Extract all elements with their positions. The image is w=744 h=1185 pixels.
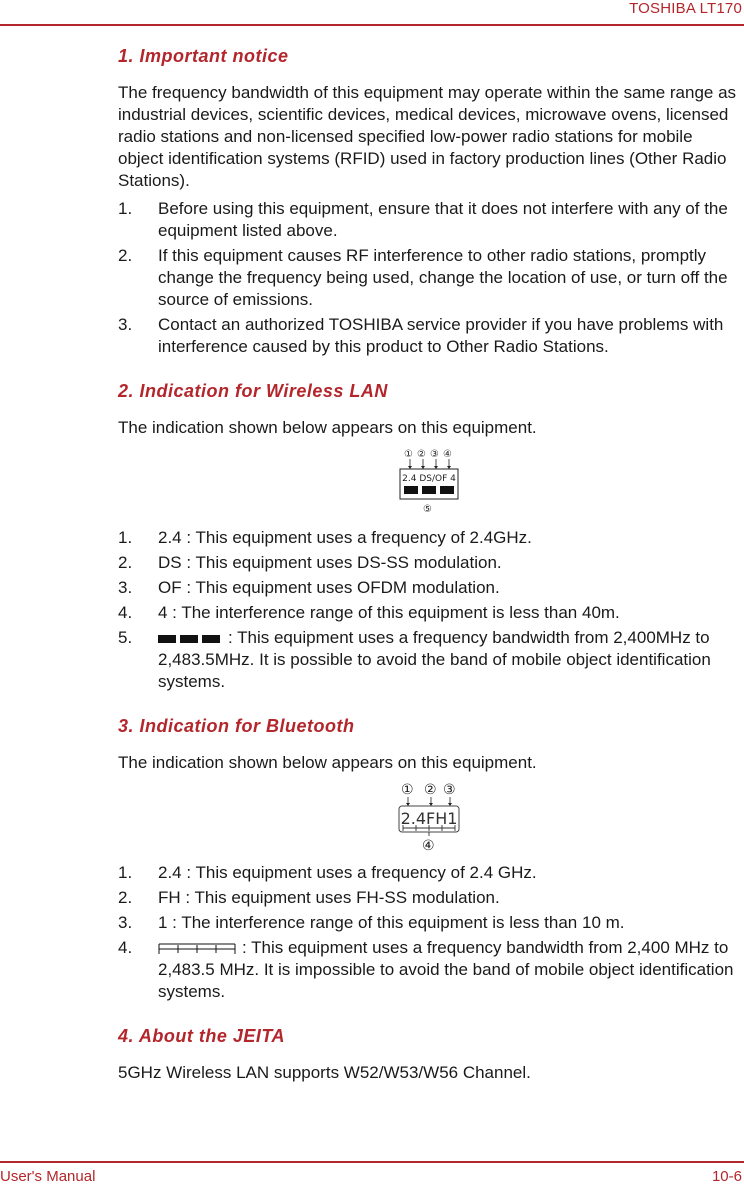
svg-text:①: ① xyxy=(404,449,413,460)
footer-manual-title: User's Manual xyxy=(0,1168,96,1185)
bluetooth-list xyxy=(118,862,742,1003)
svg-text:2.4 DS/OF 4: 2.4 DS/OF 4 xyxy=(402,474,456,484)
jeita-text: 5GHz Wireless LAN supports W52/W53/W56 Channel. xyxy=(118,1063,531,1082)
list-item: 2. DS : This equipment uses DS-SS modulation. xyxy=(118,553,502,572)
svg-text:②: ② xyxy=(417,449,426,460)
list-item: 4. : This equipment uses a frequency bandwidth from 2,400 MHz to 2,483.5 MHz. It is impossible to avoid the band of mobile object identification systems. xyxy=(118,938,734,1001)
bluetooth-label-diagram xyxy=(397,780,463,852)
list-item: 3. 1 : The interference range of this equipment is less than 10 m. xyxy=(118,913,625,932)
wlan-list xyxy=(118,527,742,693)
list-item: 1. 2.4 : This equipment uses a frequency of 2.4GHz. xyxy=(118,528,532,547)
svg-text:2.4FH1: 2.4FH1 xyxy=(400,809,458,828)
svg-text:③: ③ xyxy=(430,449,439,460)
bluetooth-intro: The indication shown below appears on this equipment. xyxy=(118,753,537,772)
list-item: 3. OF : This equipment uses OFDM modulation. xyxy=(118,578,500,597)
list-item: 2. FH : This equipment uses FH-SS modulation. xyxy=(118,888,500,907)
section-title-wireless-lan: 2. Indication for Wireless LAN xyxy=(118,381,388,401)
list-item: 1. Before using this equipment, ensure that it does not interfere with any of the equipment listed above. xyxy=(118,199,728,240)
list-item: 5. : This equipment uses a frequency bandwidth from 2,400MHz to 2,483.5MHz. It is possible to avoid the band of mobile object identification systems. xyxy=(118,628,711,691)
wlan-indication-figure xyxy=(118,447,742,515)
bluetooth-band-bar-icon xyxy=(158,943,236,955)
notice-list xyxy=(118,198,742,358)
list-item: 1. 2.4 : This equipment uses a frequency of 2.4 GHz. xyxy=(118,863,537,882)
notice-intro: The frequency bandwidth of this equipment may operate within the same range as industrial devices, scientific devices, medical devices, microwave ovens, licensed radio stations and non-licensed specified low-power radio stations for mobile object identification systems (RFID) used in factory production lines (Other Radio Stations). xyxy=(118,83,737,190)
svg-text:④: ④ xyxy=(443,449,452,460)
list-item: 3. Contact an authorized TOSHIBA service provider if you have problems with interference caused by this product to Other Radio Stations. xyxy=(118,315,724,356)
section-title-bluetooth: 3. Indication for Bluetooth xyxy=(118,716,355,736)
svg-text:⑤: ⑤ xyxy=(423,504,432,515)
header-rule xyxy=(0,24,744,26)
wlan-intro: The indication shown below appears on this equipment. xyxy=(118,418,537,437)
header-model: TOSHIBA LT170 xyxy=(629,0,742,17)
section-title-important-notice: 1. Important notice xyxy=(118,46,289,66)
svg-text:④: ④ xyxy=(422,838,435,852)
svg-text:②: ② xyxy=(424,782,437,798)
svg-text:①: ① xyxy=(401,782,414,798)
list-item: 4. 4 : The interference range of this equipment is less than 40m. xyxy=(118,603,620,622)
wlan-label-diagram xyxy=(398,447,462,515)
footer-page-number: 10-6 xyxy=(711,1168,742,1185)
section-title-jeita: 4. About the JEITA xyxy=(118,1026,286,1046)
list-item: 2. If this equipment causes RF interference to other radio stations, promptly change the frequency being used, change the location of use, or turn off the source of emissions. xyxy=(118,246,728,309)
svg-text:③: ③ xyxy=(443,782,456,798)
bluetooth-indication-figure xyxy=(118,780,742,852)
footer-rule xyxy=(0,1161,744,1163)
wlan-band-bar-icon xyxy=(158,633,222,645)
page-content xyxy=(118,44,742,1084)
